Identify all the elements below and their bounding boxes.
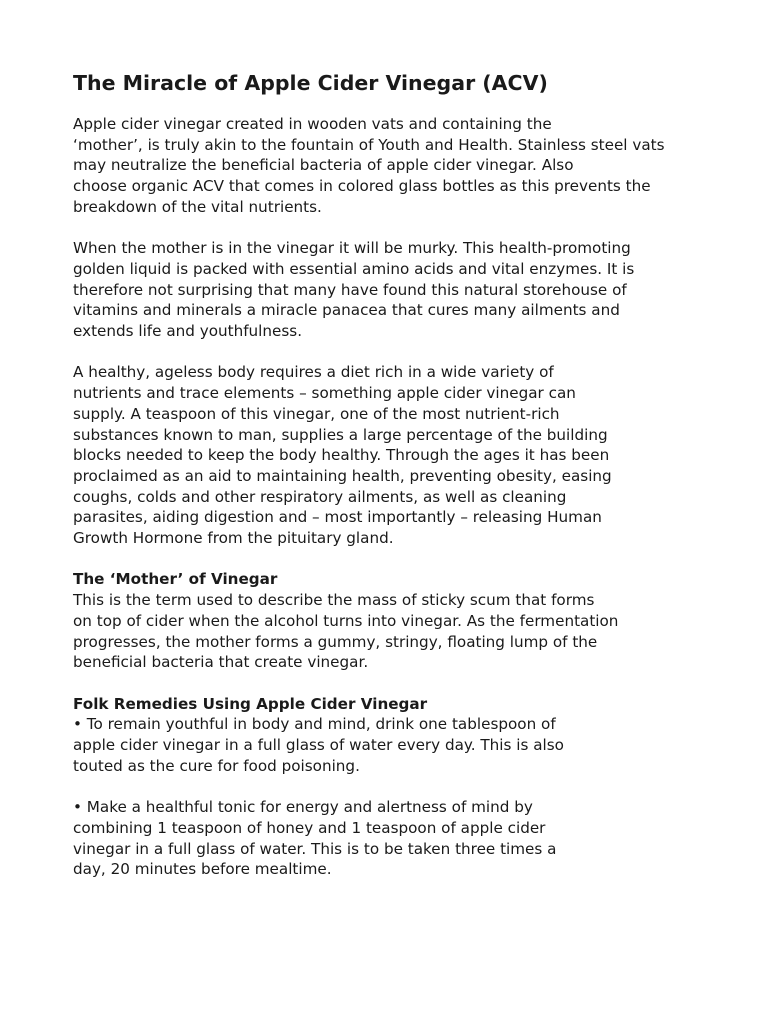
- paragraph-mother-murky: [73, 238, 703, 342]
- list-item-line: vinegar in a full glass of water. This is to be taken three times a: [73, 839, 557, 858]
- paragraph-line: may neutralize the beneficial bacteria of apple cider vinegar. Also: [73, 156, 574, 175]
- paragraph-line: progresses, the mother forms a gummy, stringy, floating lump of the: [73, 632, 598, 651]
- paragraph-intro: [73, 114, 703, 218]
- paragraph-line: Growth Hormone from the pituitary gland.: [73, 529, 394, 548]
- paragraph-line: extends life and youthfulness.: [73, 322, 303, 341]
- list-item-line: • To remain youthful in body and mind, drink one tablespoon of: [73, 715, 556, 734]
- paragraph-line: on top of cider when the alcohol turns into vinegar. As the fermentation: [73, 611, 619, 630]
- remedy-item: [73, 714, 703, 776]
- section-heading: The ‘Mother’ of Vinegar: [73, 570, 278, 589]
- paragraph-line: nutrients and trace elements – something apple cider vinegar can: [73, 384, 576, 403]
- section-folk-remedies: [73, 694, 703, 880]
- paragraph-line: proclaimed as an aid to maintaining health, preventing obesity, easing: [73, 466, 612, 485]
- list-item-line: touted as the cure for food poisoning.: [73, 756, 360, 775]
- section-mother-of-vinegar: [73, 569, 703, 673]
- paragraph-line: breakdown of the vital nutrients.: [73, 197, 322, 216]
- section-heading: Folk Remedies Using Apple Cider Vinegar: [73, 694, 428, 713]
- paragraph-line: choose organic ACV that comes in colored glass bottles as this prevents the: [73, 177, 651, 196]
- paragraph-line: supply. A teaspoon of this vinegar, one of the most nutrient-rich: [73, 404, 560, 423]
- paragraph-line: When the mother is in the vinegar it will be murky. This health-promoting: [73, 239, 631, 258]
- paragraph-line: coughs, colds and other respiratory ailments, as well as cleaning: [73, 487, 567, 506]
- paragraph-healthy-body: [73, 362, 703, 548]
- paragraph-line: therefore not surprising that many have found this natural storehouse of: [73, 280, 627, 299]
- paragraph-line: golden liquid is packed with essential amino acids and vital enzymes. It is: [73, 259, 635, 278]
- remedy-item: [73, 797, 703, 880]
- paragraph-line: This is the term used to describe the mass of sticky scum that forms: [73, 591, 595, 610]
- paragraph-line: parasites, aiding digestion and – most importantly – releasing Human: [73, 508, 602, 527]
- list-item-line: combining 1 teaspoon of honey and 1 teaspoon of apple cider: [73, 818, 546, 837]
- paragraph-line: blocks needed to keep the body healthy. Through the ages it has been: [73, 446, 610, 465]
- paragraph-line: Apple cider vinegar created in wooden vats and containing the: [73, 115, 552, 133]
- paragraph-line: A healthy, ageless body requires a diet rich in a wide variety of: [73, 363, 554, 382]
- list-item-line: apple cider vinegar in a full glass of water every day. This is also: [73, 736, 564, 755]
- paragraph-line: beneficial bacteria that create vinegar.: [73, 653, 369, 672]
- list-item-line: day, 20 minutes before mealtime.: [73, 860, 332, 879]
- paragraph-line: substances known to man, supplies a large percentage of the building: [73, 425, 608, 444]
- list-item-line: • Make a healthful tonic for energy and alertness of mind by: [73, 798, 533, 817]
- document-page: [73, 68, 703, 901]
- paragraph-line: vitamins and minerals a miracle panacea that cures many ailments and: [73, 301, 620, 320]
- document-title: The Miracle of Apple Cider Vinegar (ACV): [73, 71, 548, 95]
- paragraph-line: ‘mother’, is truly akin to the fountain of Youth and Health. Stainless steel vats: [73, 135, 665, 154]
